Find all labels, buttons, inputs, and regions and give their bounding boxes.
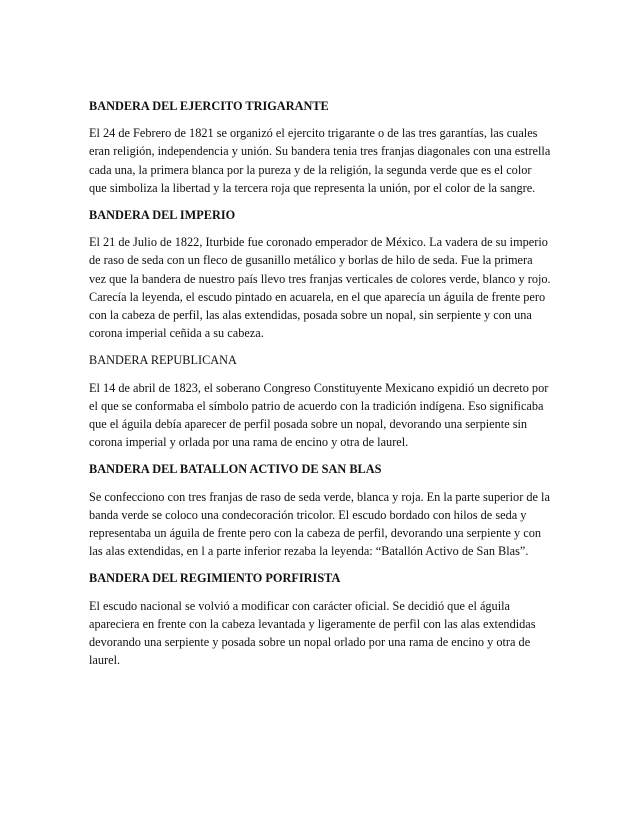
section-heading-imperio: BANDERA DEL IMPERIO (89, 208, 236, 223)
section-heading-trigarante: BANDERA DEL EJERCITO TRIGARANTE (89, 99, 329, 113)
section-paragraph-porfirista: El escudo nacional se volvió a modificar con carácter oficial. Se decidió que el águila apareciera en frente con la cabeza levantada y ligeramente de perfil con las alas extendidas devorando una serpiente y posada sobre un nopal orlado por una rama de encino y otra de laurel. (89, 598, 536, 668)
document-body (89, 97, 551, 678)
section-heading-republicana: BANDERA REPUBLICANA (89, 353, 237, 368)
section-paragraph-republicana: El 14 de abril de 1823, el soberano Congreso Constituyente Mexicano expidió un decreto por el que se conformaba el símbolo patrio de acuerdo con la tradición indígena. Eso significaba que el águila debía aparecer de perfil posada sobre un nopal, devorando una serpiente sin corona imperial y orlada por una rama de encino y otra de laurel. (89, 380, 549, 450)
section-heading-porfirista: BANDERA DEL REGIMIENTO PORFIRISTA (89, 571, 341, 586)
section-paragraph-trigarante: El 24 de Febrero de 1821 se organizó el ejercito trigarante o de las tres garantías, las cuales eran religión, independencia y unión. Su bandera tenia tres franjas diagonales con una estrella cada una, la primera blanca por la pureza y de la religión, la segunda verde que es el color que simboliza la libertad y la tercera roja que representa la unión, por el color de la sangre. (89, 126, 551, 195)
section-paragraph-san-blas: Se confecciono con tres franjas de raso de seda verde, blanca y roja. En la parte superior de la banda verde se coloco una condecoración tricolor. El escudo bordado con hilos de seda y representaba un águila de frente pero con la cabeza de perfil, devorando una serpiente y con las alas extendidas, en l a parte inferior rezaba la leyenda: “Batallón Activo de San Blas”. (89, 489, 550, 559)
section-paragraph-imperio: El 21 de Julio de 1822, Iturbide fue coronado emperador de México. La vadera de su imperio de raso de seda con un fleco de gusanillo metálico y borlas de hilo de seda. Fue la primera vez que la bandera de nuestro país llevo tres franjas verticales de colores verde, blanco y rojo. Carecía la leyenda, el escudo pintado en acuarela, en el que aparecía un águila de frente pero con la cabeza de perfil, las alas extendidas, posada sobre un nopal, sin serpiente y con una corona imperial ceñida a su cabeza. (89, 235, 551, 341)
section-heading-san-blas: BANDERA DEL BATALLON ACTIVO DE SAN BLAS (89, 462, 382, 477)
